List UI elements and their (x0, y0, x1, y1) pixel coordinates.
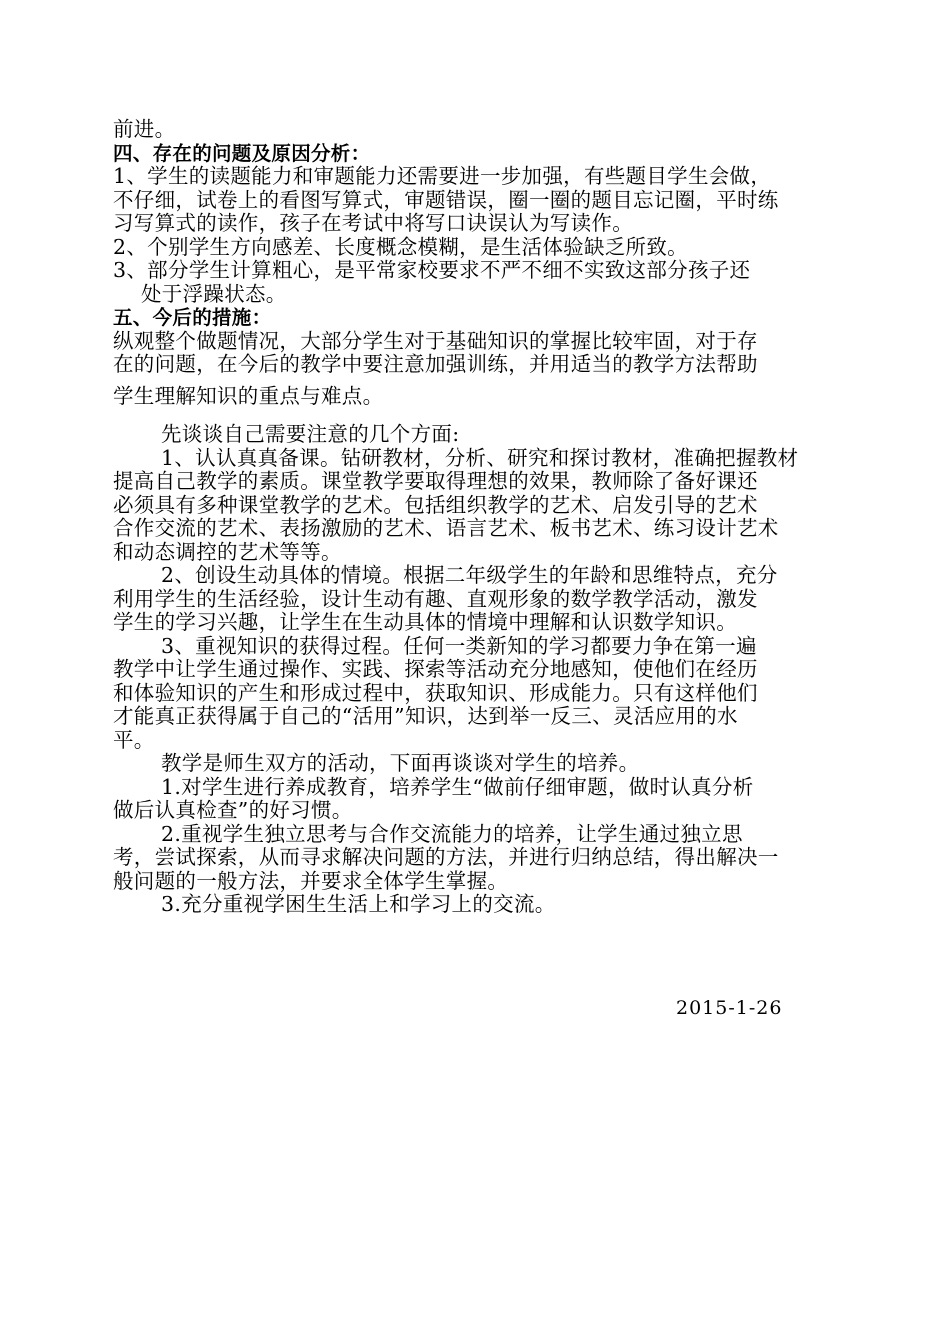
section-4-item-1-line-2: 不仔细，试卷上的看图写算式，审题错误，圈一圈的题目忘记圈，平时练 (113, 188, 779, 212)
students-point-1-line-1: 1.对学生进行养成教育，培养学生“做前仔细审题，做时认真分析 (161, 775, 754, 799)
section-5-body-line-3: 学生理解知识的重点与难点。 (113, 384, 384, 408)
teacher-point-3-line-4: 才能真正获得属于自己的“活用”知识，达到举一反三、灵活应用的水 (113, 705, 738, 728)
previous-section-tail: 前进。 (113, 118, 176, 141)
students-point-1-line-2: 做后认真检查”的好习惯。 (113, 799, 353, 822)
teacher-point-3-line-1: 3、重视知识的获得过程。任何一类新知的学习都要力争在第一遍 (161, 634, 757, 658)
teacher-point-2-line-2: 利用学生的生活经验，设计生动有趣、直观形象的数学教学活动，激发 (113, 587, 758, 611)
section-4-item-1-line-3: 习写算式的读作，孩子在考试中将写口诀误认为写读作。 (113, 212, 633, 235)
students-point-3: 3.充分重视学困生生活上和学习上的交流。 (161, 893, 556, 916)
students-point-2-line-3: 般问题的一般方法，并要求全体学生掌握。 (113, 869, 509, 893)
document-date: 2015-1-26 (676, 997, 783, 1019)
teacher-point-1-line-3: 必须具有多种课堂教学的艺术。包括组织教学的艺术、启发引导的艺术 (113, 493, 758, 517)
students-point-2-line-2: 考，尝试探索，从而寻求解决问题的方法，并进行归纳总结，得出解决一 (113, 846, 779, 869)
teacher-point-1-line-4: 合作交流的艺术、表扬激励的艺术、语言艺术、板书艺术、练习设计艺术 (113, 517, 779, 540)
section-5-body-line-1: 纵观整个做题情况，大部分学生对于基础知识的掌握比较牢固，对于存 (113, 329, 758, 353)
spacer (113, 408, 845, 423)
section-4-item-3-line-1: 3、部分学生计算粗心，是平常家校要求不严不细不实致这部分孩子还 (113, 259, 751, 282)
section-4-item-3-line-2: 处于浮躁状态。 (141, 282, 287, 306)
section-5-body-line-2: 在的问题，在今后的教学中要注意加强训练，并用适当的教学方法帮助 (113, 353, 758, 376)
teacher-intro: 先谈谈自己需要注意的几个方面: (161, 423, 460, 446)
teacher-point-3-line-3: 和体验知识的产生和形成过程中，获取知识、形成能力。只有这样他们 (113, 681, 758, 705)
section-4-heading: 四、存在的问题及原因分析： (113, 141, 371, 165)
spacer (113, 377, 845, 385)
teacher-point-2-line-1: 2、创设生动具体的情境。根据二年级学生的年龄和思维特点，充分 (161, 564, 778, 587)
section-4-item-1-line-1: 1、学生的读题能力和审题能力还需要进一步加强，有些题目学生会做， (113, 165, 772, 188)
teacher-point-2-line-3: 学生的学习兴趣，让学生在生动具体的情境中理解和认识数学知识。 (113, 611, 737, 634)
students-point-2-line-1: 2.重视学生独立思考与合作交流能力的培养，让学生通过独立思 (161, 822, 743, 846)
teacher-point-3-line-2: 教学中让学生通过操作、实践、探索等活动充分地感知，使他们在经历 (113, 658, 758, 681)
section-4-item-2: 2、个别学生方向感差、长度概念模糊，是生活体验缺乏所致。 (113, 235, 688, 259)
teacher-point-1-line-1: 1、认认真真备课。钻研教材，分析、研究和探讨教材，准确把握教材 (161, 446, 799, 470)
teacher-point-3-line-5: 平。 (113, 728, 155, 752)
students-intro: 教学是师生双方的活动，下面再谈谈对学生的培养。 (161, 752, 640, 775)
document-body (113, 118, 845, 917)
teacher-point-1-line-2: 提高自己教学的素质。课堂教学要取得理想的效果，教师除了备好课还 (113, 470, 758, 493)
teacher-point-1-line-5: 和动态调控的艺术等等。 (113, 540, 342, 564)
section-5-heading: 五、今后的措施： (113, 306, 272, 329)
